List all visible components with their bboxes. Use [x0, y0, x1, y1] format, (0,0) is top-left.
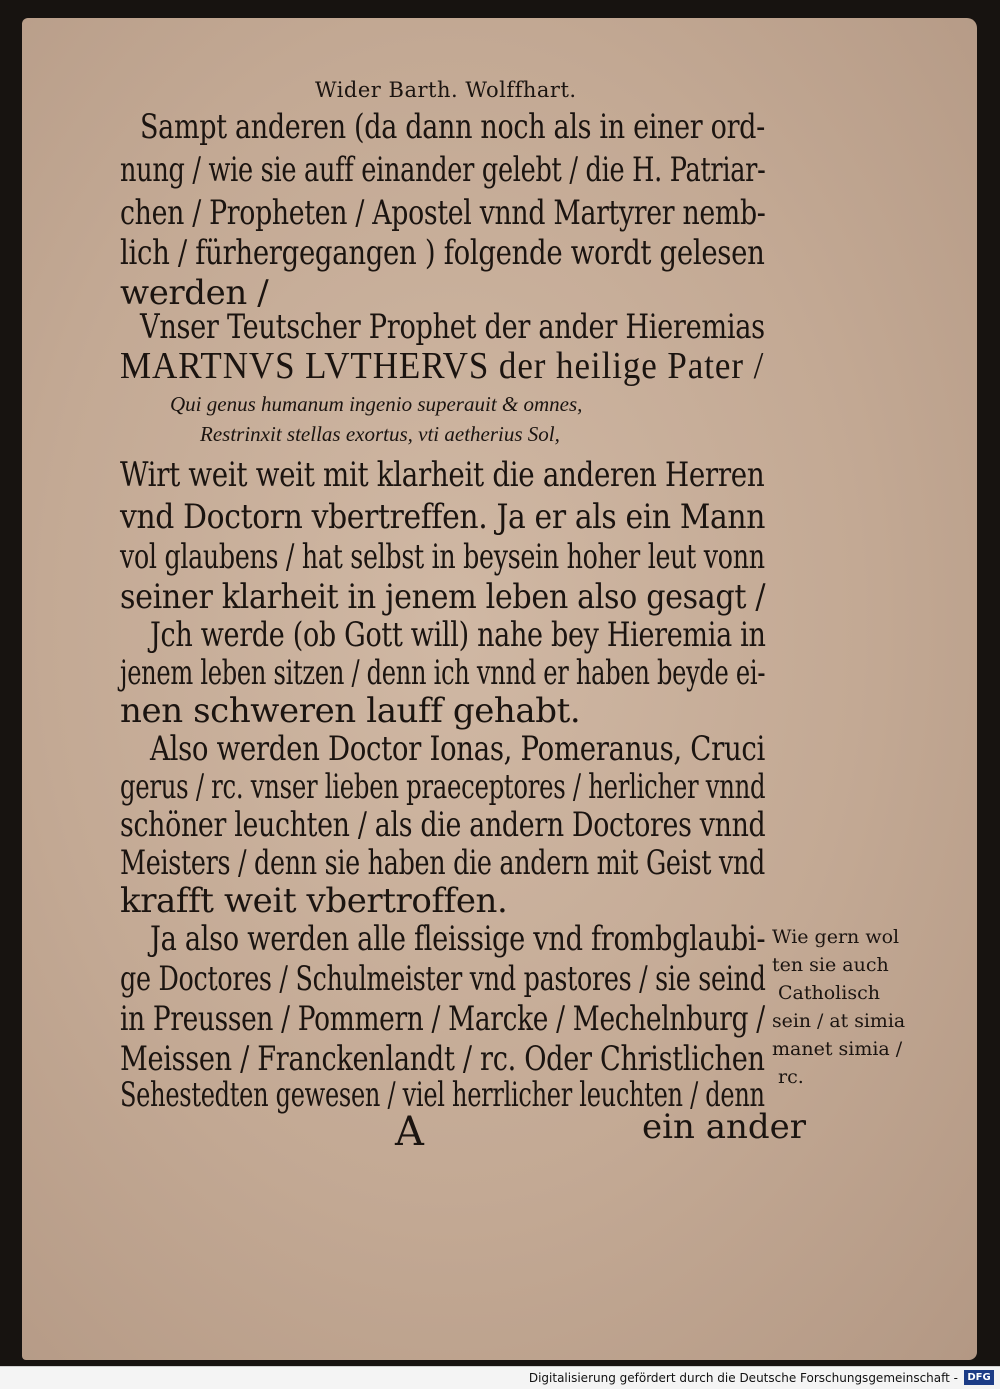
body-line: Wirt weit weit mit klarheit die anderen Herren	[120, 455, 765, 495]
margin-note-line: manet simia /	[772, 1038, 903, 1060]
body-line: werden /	[120, 273, 269, 313]
latin-verse-line: Qui genus humanum ingenio superauit & omnes,	[170, 392, 583, 416]
body-line: Meisters / denn sie haben die andern mit Geist vnd	[120, 843, 765, 883]
running-head: Wider Barth. Wolffhart.	[315, 78, 577, 102]
body-line: Ja also werden alle fleissige vnd frombglaubi-	[150, 919, 766, 959]
body-line: vol glaubens / hat selbst in beysein hoher leut vonn	[120, 537, 765, 577]
signature-mark: A	[395, 1109, 424, 1155]
margin-note-line: rc.	[778, 1066, 804, 1088]
body-line: seiner klarheit in jenem leben also gesagt /	[120, 577, 766, 617]
body-line: lich / fürhergegangen ) folgende wordt gelesen	[120, 233, 765, 273]
margin-note-line: sein / at simia	[772, 1010, 906, 1032]
body-line-caps: MARTNVS LVTHERVS der heilige Pater /	[120, 345, 765, 387]
footer-bar	[0, 1366, 1000, 1389]
body-line: schöner leuchten / als die andern Doctores vnnd	[120, 805, 766, 845]
body-line: chen / Propheten / Apostel vnnd Martyrer nemb-	[120, 193, 766, 233]
body-line: Sampt anderen (da dann noch als in einer ord-	[140, 107, 765, 147]
body-line: Meissen / Franckenlandt / rc. Oder Christlichen	[120, 1039, 765, 1079]
body-line: ge Doctores / Schulmeister vnd pastores / sie seind	[120, 959, 766, 999]
body-line: Jch werde (ob Gott will) nahe bey Hieremia in	[150, 615, 766, 655]
body-line: gerus / rc. vnser lieben praeceptores / herlicher vnnd	[120, 767, 766, 807]
footer-credit: Digitalisierung gefördert durch die Deutsche Forschungsgemeinschaft -	[528, 1371, 958, 1385]
body-line: jenem leben sitzen / denn ich vnnd er haben beyde ei-	[120, 653, 766, 693]
body-line: in Preussen / Pommern / Marcke / Mechelnburg /	[120, 999, 765, 1039]
body-line: vnd Doctorn vbertreffen. Ja er als ein Mann	[120, 497, 766, 537]
margin-note-line: Wie gern wol	[772, 926, 900, 948]
body-line: Vnser Teutscher Prophet der ander Hieremias	[140, 307, 765, 347]
dfg-logo[interactable]: DFG	[964, 1370, 994, 1385]
body-line: Sehestedten gewesen / viel herrlicher leuchten / denn	[120, 1075, 765, 1115]
margin-note-line: ten sie auch	[772, 954, 889, 976]
body-line: Also werden Doctor Ionas, Pomeranus, Cruci	[150, 729, 765, 769]
body-line: krafft weit vbertroffen.	[120, 881, 508, 921]
body-line: nung / wie sie auff einander gelebt / die H. Patriar-	[120, 150, 766, 190]
catchword: ein ander	[642, 1107, 807, 1147]
margin-note-line: Catholisch	[778, 982, 880, 1004]
latin-verse-line: Restrinxit stellas exortus, vti aetherius Sol,	[200, 422, 560, 446]
body-line: nen schweren lauff gehabt.	[120, 691, 581, 731]
